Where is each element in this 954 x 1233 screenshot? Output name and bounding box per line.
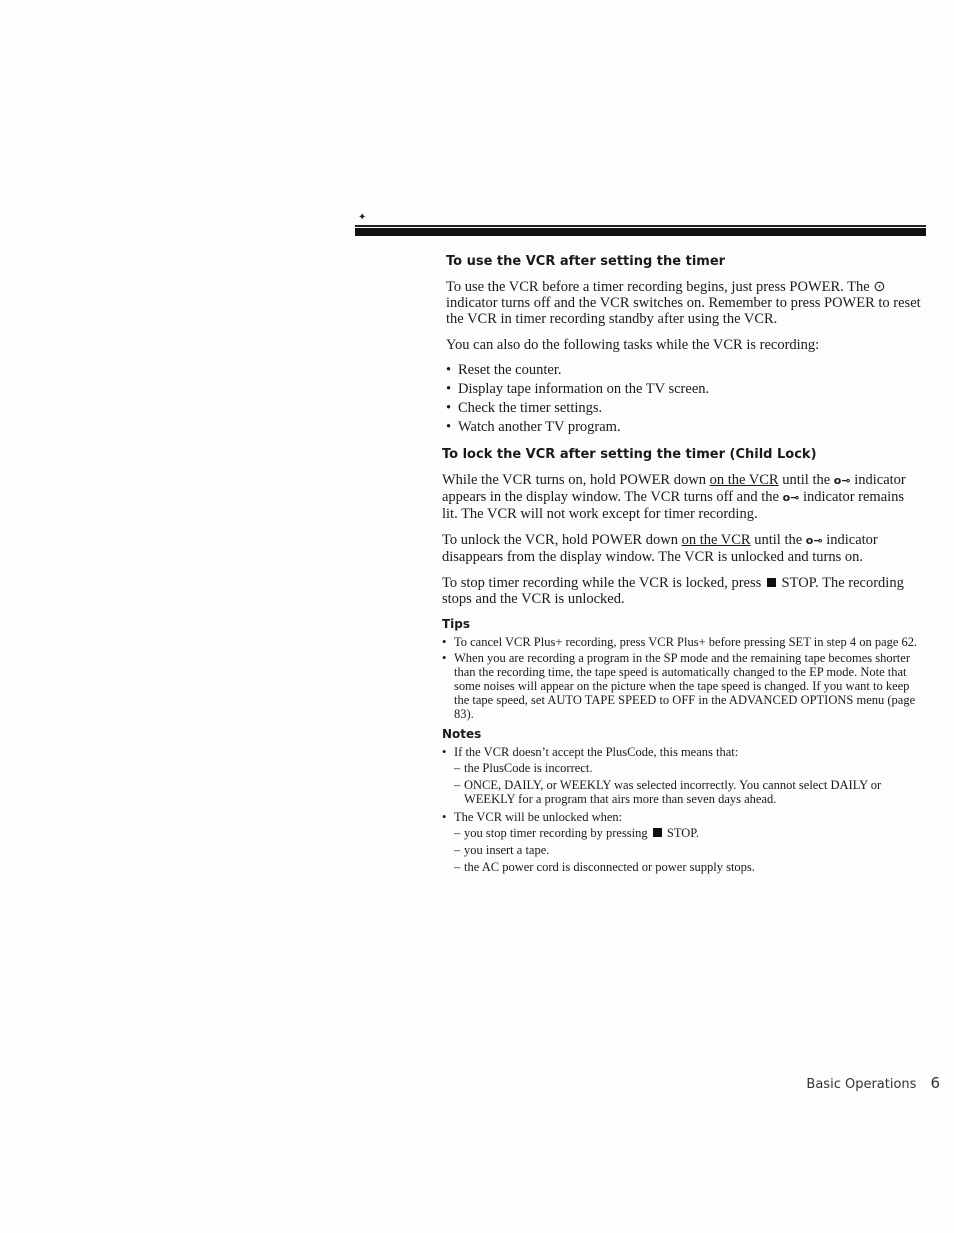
list-item: – you stop timer recording by pressing STOP.	[454, 826, 922, 840]
footer-section: Basic Operations	[806, 1077, 917, 1092]
tips-heading: Tips	[442, 617, 471, 631]
section-heading-timer-use: To use the VCR after setting the timer	[446, 254, 726, 269]
paragraph: To stop timer recording while the VCR is locked, press STOP. The recording stops and the VCR is unlocked.	[442, 575, 904, 607]
underlined-text: on the VCR	[709, 472, 779, 488]
task-list	[446, 361, 922, 437]
sub-list	[454, 826, 922, 874]
list-item: • Display tape information on the TV screen.	[446, 380, 922, 399]
list-item: – the AC power cord is disconnected or power supply stops.	[454, 860, 922, 874]
content-column	[442, 254, 922, 880]
paragraph: You can also do the following tasks while the VCR is recording:	[446, 337, 820, 353]
key-lock-icon: o⊸	[805, 534, 823, 547]
paragraph: To unlock the VCR, hold POWER down on the VCR until the o⊸ indicator disappears from the display window. The VCR is unlocked and turns on.	[442, 532, 878, 565]
underlined-text: on the VCR	[681, 532, 751, 548]
stop-square-icon	[767, 578, 776, 587]
notes-heading: Notes	[442, 727, 482, 741]
list-item: – ONCE, DAILY, or WEEKLY was selected incorrectly. You cannot select DAILY or WEEKLY for a program that airs more than seven days ahead.	[454, 778, 922, 806]
tips-list	[442, 635, 922, 721]
header-rule	[355, 228, 926, 236]
key-lock-icon: o⊸	[782, 491, 800, 504]
paragraph: To use the VCR before a timer recording begins, just press POWER. The ⊙ indicator turns off and the VCR switches on. Remember to press POWER to reset the VCR in timer recording standby after using the VCR.	[446, 279, 921, 327]
sub-list	[454, 761, 922, 806]
list-item: – you insert a tape.	[454, 843, 922, 857]
margin-marker-icon: ✦	[358, 212, 367, 223]
key-lock-icon: o⊸	[833, 474, 851, 487]
stop-square-icon	[653, 828, 662, 837]
list-item: • When you are recording a program in the SP mode and the remaining tape becomes shorter than the recording time, the tape speed is automatically changed to the EP mode. Note that some noises will appear on the picture when the tape speed is changed. If you want to keep the tape speed, set AUTO TAPE SPEED to OFF in the ADVANCED OPTIONS menu (page 83).	[442, 651, 922, 721]
paragraph: While the VCR turns on, hold POWER down on the VCR until the o⊸ indicator appears in the display window. The VCR turns off and the o⊸ indicator remains lit. The VCR will not work except for timer recording.	[442, 472, 906, 522]
list-item: • The VCR will be unlocked when: – you stop timer recording by pressing STOP. – you insert a tape. – the AC power cord is disconnected or power supply stops.	[442, 810, 922, 874]
list-item: • Watch another TV program.	[446, 418, 922, 437]
page-footer	[806, 1074, 940, 1092]
list-item: • If the VCR doesn’t accept the PlusCode, this means that: – the PlusCode is incorrect. – ONCE, DAILY, or WEEKLY was selected incorrectly. You cannot select DAILY or WEEKLY for a program that airs more than seven days ahead.	[442, 745, 922, 806]
list-item: • To cancel VCR Plus+ recording, press VCR Plus+ before pressing SET in step 4 on page 62.	[442, 635, 922, 649]
list-item: • Reset the counter.	[446, 361, 922, 380]
list-item: – the PlusCode is incorrect.	[454, 761, 922, 775]
section-heading-child-lock: To lock the VCR after setting the timer (Child Lock)	[442, 447, 817, 462]
header-rule-thin	[355, 225, 926, 227]
notes-list	[442, 745, 922, 874]
page-number: 6	[930, 1074, 940, 1092]
list-item: • Check the timer settings.	[446, 399, 922, 418]
